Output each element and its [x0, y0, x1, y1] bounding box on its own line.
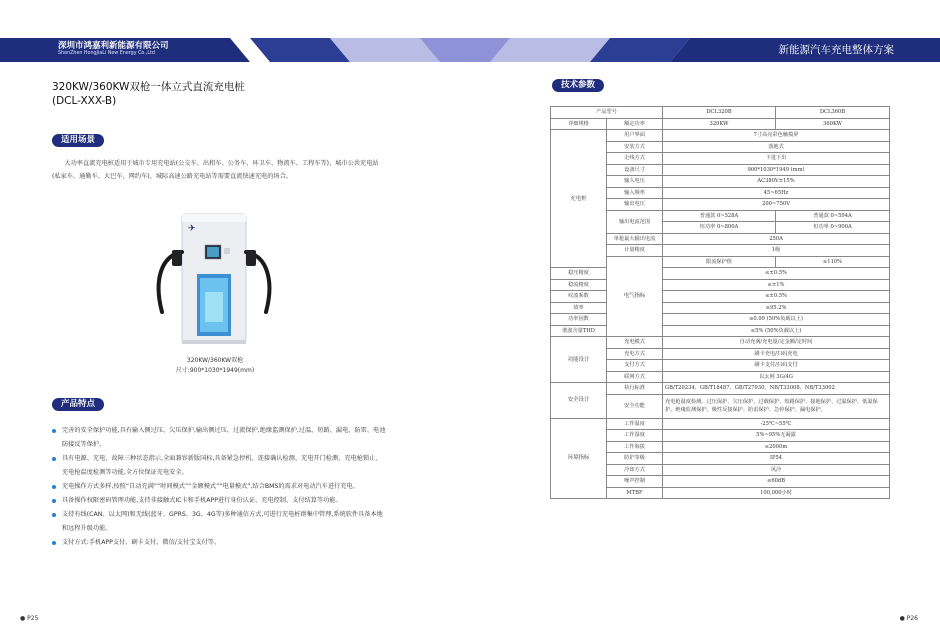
feature-item: 支付方式:手机APP支付、刷卡支付、微信/支付宝支付等。: [52, 536, 387, 550]
spec-value: 普通款 0~594A: [776, 210, 890, 222]
spec-value: 5%~95%无凝露: [663, 430, 890, 442]
spec-category: 环境指标: [551, 418, 607, 499]
left-page-label: P25: [27, 615, 39, 622]
spec-value: ≥110%: [776, 256, 890, 268]
right-page-label: P26: [906, 615, 918, 622]
spec-value: ≤2000m: [663, 441, 890, 453]
spec-label: 安装方式: [607, 141, 663, 153]
spec-label: 额定功率: [607, 118, 663, 130]
spec-value: 风冷: [663, 464, 890, 476]
spec-value: AC380V±15%: [663, 176, 890, 188]
spec-value: 45~65Hz: [663, 187, 890, 199]
spec-value: ≤5% (50%负载以上): [663, 325, 890, 337]
spec-category: 功能设计: [551, 337, 607, 383]
spec-value: 刷卡充电/扫码充电: [663, 348, 890, 360]
spec-label: 走线方式: [607, 153, 663, 165]
right-page-number: ● P26: [899, 615, 918, 622]
spec-label: 联网方式: [607, 371, 663, 383]
spec-label: 输出电流范围: [607, 210, 663, 233]
spec-label: 工作湿度: [607, 430, 663, 442]
spec-value: 普通款 0~528A: [663, 210, 776, 222]
scenario-section-label: 适用场景: [52, 134, 104, 147]
spec-value: IP54: [663, 453, 890, 465]
table-row: [551, 383, 890, 395]
spec-label: 计量精度: [607, 245, 663, 257]
spec-value: 刷卡支付/扫码支付: [663, 360, 890, 372]
spec-value: 360KW: [776, 118, 890, 130]
company-name: 深圳市鸿嘉利新能源有限公司: [58, 41, 169, 51]
feature-item: 充电操作方式多样,按照“自动充满”“时间模式”“金额模式”“电量模式”,结合BMS的需求对电动汽车进行充电。: [52, 480, 387, 494]
spec-label: 工作温度: [607, 418, 663, 430]
company-name-en: ShenZhen HongJiaLi New Energy Co.,Ltd: [58, 51, 155, 56]
spec-value: 恒功率 0~900A: [776, 222, 890, 234]
spec-label: 限流保护值: [663, 256, 776, 268]
spec-label: 噪声控制: [607, 476, 663, 488]
spec-label: 充电模式: [607, 337, 663, 349]
left-page-number: ● P25: [20, 615, 39, 622]
feature-item: 具备操作权限密码管理功能,支持非接触式IC卡和手机APP进行身份认证、充电控制、支付结算等功能。: [52, 494, 387, 508]
spec-value: DCL320B: [663, 107, 776, 119]
spec-label: 输入频率: [607, 187, 663, 199]
spec-label: 输入电压: [607, 176, 663, 188]
table-row: [551, 291, 890, 303]
table-row: [551, 268, 890, 280]
spec-value: ≥95.2%: [663, 302, 890, 314]
spec-label: 产品型号: [551, 107, 663, 119]
spec-label: MTBF: [607, 487, 663, 499]
table-row: [551, 279, 890, 291]
svg-text:✈: ✈: [188, 224, 196, 234]
spec-category: 充电桩: [551, 130, 607, 268]
feature-item: 支持有线(CAN、以太网)和无线(蓝牙、GPRS、3G、4G等)多种通信方式,可进行充电桩群集中管理,系统软件具备本地和远程升级功能。: [52, 508, 387, 536]
product-title-line1: 320KW/360KW双枪一体立式直流充电桩: [52, 81, 245, 93]
product-title-line2: (DCL-XXX-B): [52, 95, 117, 107]
spec-category: 详细规格: [551, 118, 607, 130]
spec-value: 900*1030*1949 (mm): [663, 164, 890, 176]
table-row: [551, 302, 890, 314]
spec-label: 用户界面: [607, 130, 663, 142]
spec-value: 320KW: [663, 118, 776, 130]
spec-label: 纹波系数: [551, 291, 607, 303]
charger-image: [150, 212, 280, 352]
spec-value: 落地式: [663, 141, 890, 153]
table-row: [551, 118, 890, 130]
feature-item: 具有电源、充电、故障三种状态指示,全面兼容新版国标,具备紧急停机、连接确认检测、充电开门检测、充电枪锁止、充电枪温度检测等功能,全方位保证充电安全。: [52, 452, 387, 480]
spec-value: -25℃~55℃: [663, 418, 890, 430]
spec-category: 安全设计: [551, 383, 607, 419]
image-caption: [140, 356, 290, 376]
features-section-label: 产品特点: [52, 398, 104, 411]
spec-value: 250A: [663, 233, 890, 245]
caption-size: 尺寸:900*1030*1949(mm): [175, 367, 255, 374]
spec-value: 下进下出: [663, 153, 890, 165]
spec-label: 稳流精度: [551, 279, 607, 291]
caption-model: 320KW/360KW双枪: [186, 357, 244, 364]
scenario-text: 大功率直流充电桩适用于城市专用充电站(公交车、出租车、公务车、环卫车、物流车、工程车等)、城市公共充电站(私家车、通勤车、大巴车、网约车)、城际高速公路充电站等需要直流快速充电的场合。: [52, 160, 379, 180]
spec-value: GB/T20234、GB/T18487、GB/T27930、NB/T33008、NB/T33002: [663, 383, 890, 395]
spec-value: DCL360B: [776, 107, 890, 119]
spec-label: 防护等级: [607, 453, 663, 465]
spec-value: ≤±0.5%: [663, 268, 890, 280]
table-row: [551, 314, 890, 326]
spec-value: 充电枪温度检测、过压保护、欠压保护、过载保护、短路保护、接地保护、过温保护、低温保护、绝缘监测保护、极性反接保护、防雷保护、急停保护、漏电保护。: [663, 394, 890, 418]
table-row: [551, 418, 890, 430]
spec-value: ≤60dB: [663, 476, 890, 488]
spec-label: 工作海拔: [607, 441, 663, 453]
spec-label: 执行标准: [607, 383, 663, 395]
spec-table: [550, 106, 890, 499]
spec-label: 谐波含量THD: [551, 325, 607, 337]
spec-value: 1级: [663, 245, 890, 257]
spec-label: 效率: [551, 302, 607, 314]
product-title: [52, 80, 245, 108]
spec-label: 充电方式: [607, 348, 663, 360]
spec-label: 稳压精度: [551, 268, 607, 280]
spec-value: ≤±1%: [663, 279, 890, 291]
spec-label: 设备尺寸: [607, 164, 663, 176]
spec-label: 冷却方式: [607, 464, 663, 476]
spec-label: 功率因数: [551, 314, 607, 326]
table-row: [551, 130, 890, 142]
spec-value: 7寸高亮彩色触摸屏: [663, 130, 890, 142]
spec-value: 200~750V: [663, 199, 890, 211]
feature-list: [52, 424, 387, 550]
table-row: [551, 337, 890, 349]
table-row: [551, 325, 890, 337]
spec-label: 输出电压: [607, 199, 663, 211]
solution-title: 新能源汽车充电整体方案: [778, 44, 894, 56]
spec-section-label: 技术参数: [552, 79, 604, 92]
spec-value: ≥0.99 (50%负载以上): [663, 314, 890, 326]
spec-category: 电气指标: [607, 256, 663, 337]
table-row: [551, 107, 890, 119]
spec-value: ≤±0.5%: [663, 291, 890, 303]
feature-item: 完善的安全保护功能,具有输入侧过压、欠压保护,输出侧过压、过流保护,绝缘监测保护,过温、短路、漏电、防雷、电池防接反等保护。: [52, 424, 387, 452]
spec-value: 以太网 3G/4G: [663, 371, 890, 383]
spec-label: 单枪最大输出电流: [607, 233, 663, 245]
spec-value: 恒功率 0~800A: [663, 222, 776, 234]
spec-value: 100,000小时: [663, 487, 890, 499]
spec-label: 安全功能: [607, 394, 663, 418]
spec-label: 支付方式: [607, 360, 663, 372]
spec-value: 自动充满/充电量/定金额/定时间: [663, 337, 890, 349]
